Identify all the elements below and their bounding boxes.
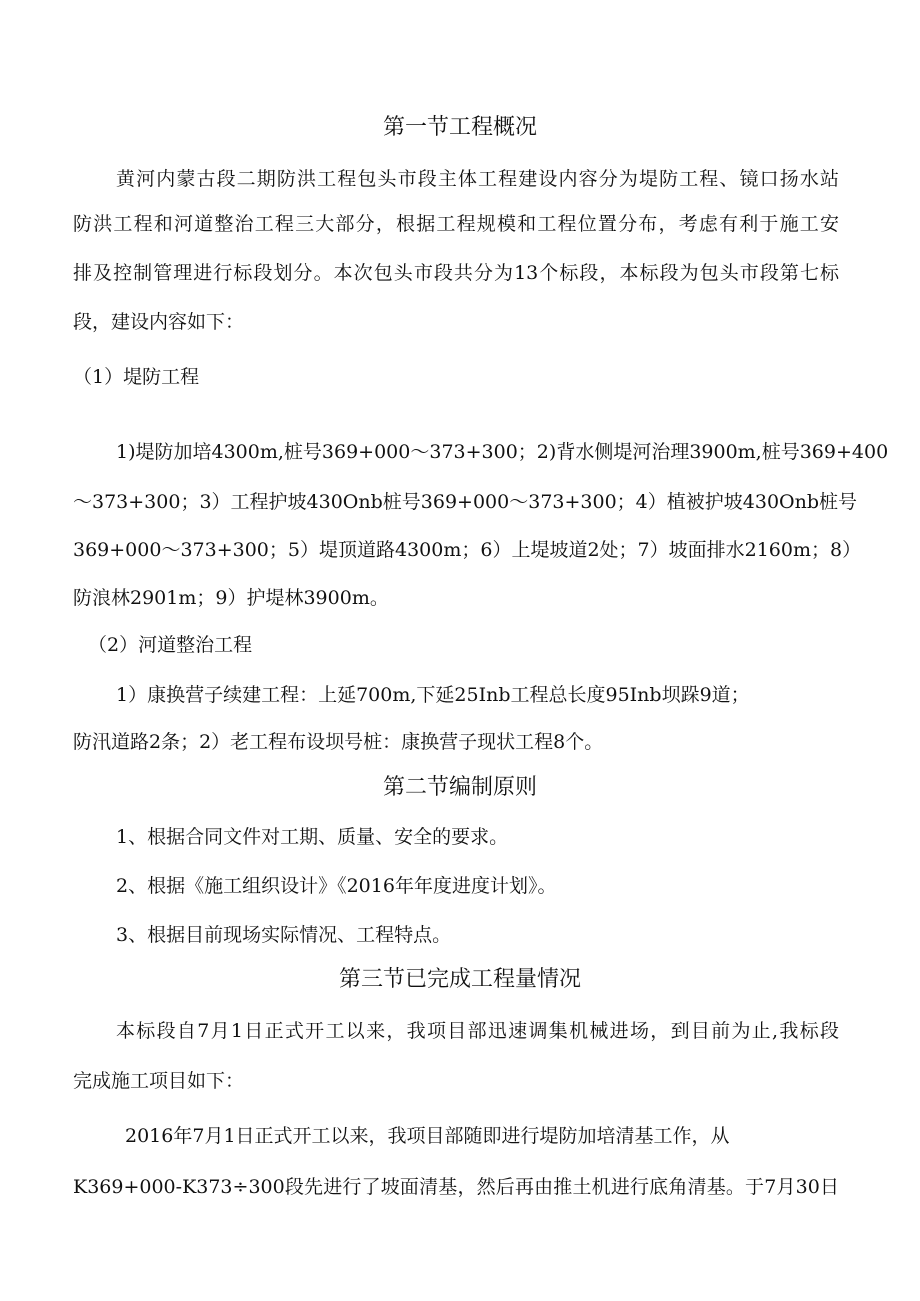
principle-item-1: 1、根据合同文件对工期、质量、安全的要求。 xyxy=(116,826,509,848)
section1-intro-line-4: 段，建设内容如下： xyxy=(73,311,245,333)
item2-body-line-2: 防汛道路2条；2）老工程布设坝号桩：康换营子现状工程8个。 xyxy=(73,731,604,753)
item1-body-line-1: 1)堤防加培4300m,桩号369+000～373+300；2)背水侧堤河治理3900m,桩号369+400 xyxy=(116,441,889,463)
item2-body-line-1: 1）康换营子续建工程：上延700m,下延25Inb工程总长度95Inb坝跺9道； xyxy=(116,684,750,706)
section2-heading: 第二节编制原则 xyxy=(382,775,537,800)
item2-title: （2）河道整治工程 xyxy=(88,634,253,656)
section1-intro-line-3: 排及控制管理进行标段划分。本次包头市段共分为13个标段，本标段为包头市段第七标 xyxy=(73,262,839,284)
item1-body-line-4: 防浪林2901m；9）护堤林3900m。 xyxy=(73,587,389,609)
section3-heading: 第三节已完成工程量情况 xyxy=(338,967,581,992)
section1-heading: 第一节工程概况 xyxy=(382,115,537,140)
section1-intro-line-2: 防洪工程和河道整治工程三大部分，根据工程规模和工程位置分布，考虑有利于施工安 xyxy=(73,213,839,235)
section3-para2-line-2: K369+000-K373÷300段先进行了坡面清基，然后再由推土机进行底角清基。于7月30日 xyxy=(73,1176,839,1198)
item1-body-line-2: ～373+300；3）工程护坡430Onb桩号369+000～373+300；4）植被护坡430Onb桩号 xyxy=(73,491,858,513)
item1-title: （1）堤防工程 xyxy=(73,366,200,388)
principle-item-3: 3、根据目前现场实际情况、工程特点。 xyxy=(116,924,452,946)
section3-para1-line-1: 本标段自7月1日正式开工以来，我项目部迅速调集机械进场，到目前为止,我标段 xyxy=(116,1020,839,1042)
section1-intro-line-1: 黄河内蒙古段二期防洪工程包头市段主体工程建设内容分为堤防工程、镜口扬水站 xyxy=(116,168,839,190)
item1-body-line-3: 369+000～373+300；5）堤顶道路4300m；6）上堤坡道2处；7）坡面排水2160m；8） xyxy=(73,539,862,561)
principle-item-2: 2、根据《施工组织设计》《2016年年度进度计划》。 xyxy=(116,875,557,897)
section3-para2-line-1: 2016年7月1日正式开工以来，我项目部随即进行堤防加培清基工作，从 xyxy=(125,1125,730,1147)
section3-para1-line-2: 完成施工项目如下： xyxy=(73,1070,245,1092)
